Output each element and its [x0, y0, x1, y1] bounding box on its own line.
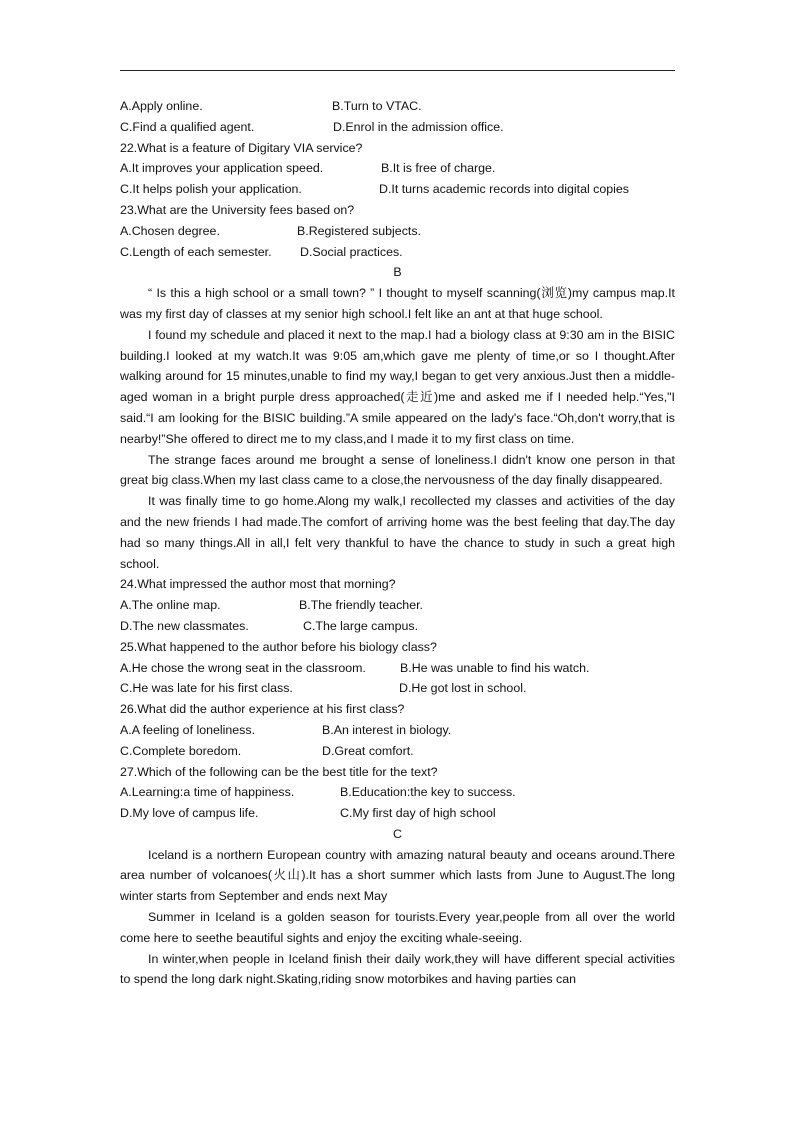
q27-option-c: C.My first day of high school	[340, 806, 496, 821]
passage-c-paragraph-3: In winter,when people in Iceland finish their daily work,they will have different special activities to spend the long dark night.Skating,riding snow motorbikes and having parties can	[120, 951, 675, 987]
question-24: 24.What impressed the author most that morning?	[120, 577, 396, 592]
document-body	[120, 96, 675, 990]
q23-options-row1	[120, 221, 675, 242]
q27-options-row2	[120, 803, 675, 824]
q25-option-d: D.He got lost in school.	[399, 681, 527, 696]
question-22: 22.What is a feature of Digitary VIA service?	[120, 140, 363, 155]
passage-b-paragraph-3: The strange faces around me brought a sense of loneliness.I didn't know one person in that great big class.When my last class came to a close,the nervousness of the day finally disappeared.	[120, 452, 675, 488]
question-27: 27.Which of the following can be the best title for the text?	[120, 764, 438, 779]
q25-options-row1	[120, 658, 675, 679]
q21-options-row2	[120, 117, 675, 138]
question-23: 23.What are the University fees based on?	[120, 202, 355, 217]
section-b-heading: B	[393, 265, 402, 280]
q21-option-c: C.Find a qualified agent.	[120, 119, 255, 134]
q21-option-b: B.Turn to VTAC.	[332, 99, 422, 113]
q24-options-row1	[120, 595, 675, 616]
q22-options-row2	[120, 179, 675, 200]
passage-b-paragraph-4: It was finally time to go home.Along my walk,I recollected my classes and activities of the day and the new friends I had made.The comfort of arriving home was the best feeling that day.The day had so many things.All in all,I felt very thankful to have the chance to study in such a great high school.	[120, 494, 675, 571]
q23-options-row2	[120, 242, 675, 263]
q22-option-b: B.It is free of charge.	[381, 161, 496, 176]
q26-option-c: C.Complete boredom.	[120, 743, 242, 758]
q22-option-a: A.It improves your application speed.	[120, 161, 324, 176]
q25-option-c: C.He was late for his first class.	[120, 681, 293, 696]
q21-option-d: D.Enrol in the admission office.	[333, 119, 504, 134]
q24-options-row2	[120, 616, 675, 637]
q23-option-d: D.Social practices.	[300, 244, 403, 259]
q25-option-b: B.He was unable to find his watch.	[400, 660, 590, 675]
q27-option-a: A.Learning:a time of happiness.	[120, 785, 295, 800]
q25-options-row2	[120, 678, 675, 699]
q21-option-a: A.Apply online.	[120, 99, 203, 113]
q24-option-b: B.The friendly teacher.	[299, 598, 423, 613]
header-rule	[120, 70, 675, 71]
q22-option-d: D.It turns academic records into digital copies	[379, 182, 629, 197]
q24-option-d: D.The new classmates.	[120, 618, 249, 633]
passage-b-paragraph-1: “ Is this a high school or a small town? ” I thought to myself scanning(浏览)my campus map.It was my first day of classes at my senior high school.I felt like an ant at that huge school.	[120, 286, 675, 321]
q27-option-b: B.Education:the key to success.	[340, 785, 516, 800]
q26-option-d: D.Great comfort.	[322, 743, 414, 758]
q27-option-d: D.My love of campus life.	[120, 806, 259, 821]
q24-option-c: C.The large campus.	[303, 618, 419, 633]
q23-option-c: C.Length of each semester.	[120, 244, 272, 259]
q22-options-row1	[120, 158, 675, 179]
passage-c-paragraph-1: Iceland is a northern European country with amazing natural beauty and oceans around.There area number of volcanoes(火山).It has a short summer which lasts from June to August.The long winter starts from September and ends next May	[120, 847, 675, 904]
q26-options-row1	[120, 720, 675, 741]
q26-options-row2	[120, 741, 675, 762]
q23-option-b: B.Registered subjects.	[297, 223, 421, 238]
q27-options-row1	[120, 782, 675, 803]
q23-option-a: A.Chosen degree.	[120, 223, 220, 238]
q25-option-a: A.He chose the wrong seat in the classroom.	[120, 660, 366, 675]
q26-option-a: A.A feeling of loneliness.	[120, 722, 256, 737]
section-c-heading: C	[393, 826, 402, 841]
q22-option-c: C.It helps polish your application.	[120, 182, 302, 197]
question-25: 25.What happened to the author before his biology class?	[120, 639, 437, 654]
q26-option-b: B.An interest in biology.	[322, 722, 452, 737]
passage-c-paragraph-2: Summer in Iceland is a golden season for tourists.Every year,people from all over the world come here to seethe beautiful sights and enjoy the exciting whale-seeing.	[120, 910, 675, 945]
passage-b-paragraph-2: I found my schedule and placed it next to the map.I had a biology class at 9:30 am in the BISIC building.I looked at my watch.It was 9:05 am,which gave me plenty of time,or so I thought.After walking around for 15 minutes,unable to find my way,I began to get very anxious.Just then a middle-aged woman in a bright purple dress approached(走近)me and asked me if I needed help.“Yes,"I said.“I am looking for the BISIC building.”A smile appeared on the lady's face.“Oh,don't worry,that is nearby!”She offered to direct me to my class,and I made it to my first class on time.	[120, 327, 675, 446]
q24-option-a: A.The online map.	[120, 598, 221, 613]
q21-options-row1	[120, 96, 675, 117]
question-26: 26.What did the author experience at his first class?	[120, 702, 405, 717]
